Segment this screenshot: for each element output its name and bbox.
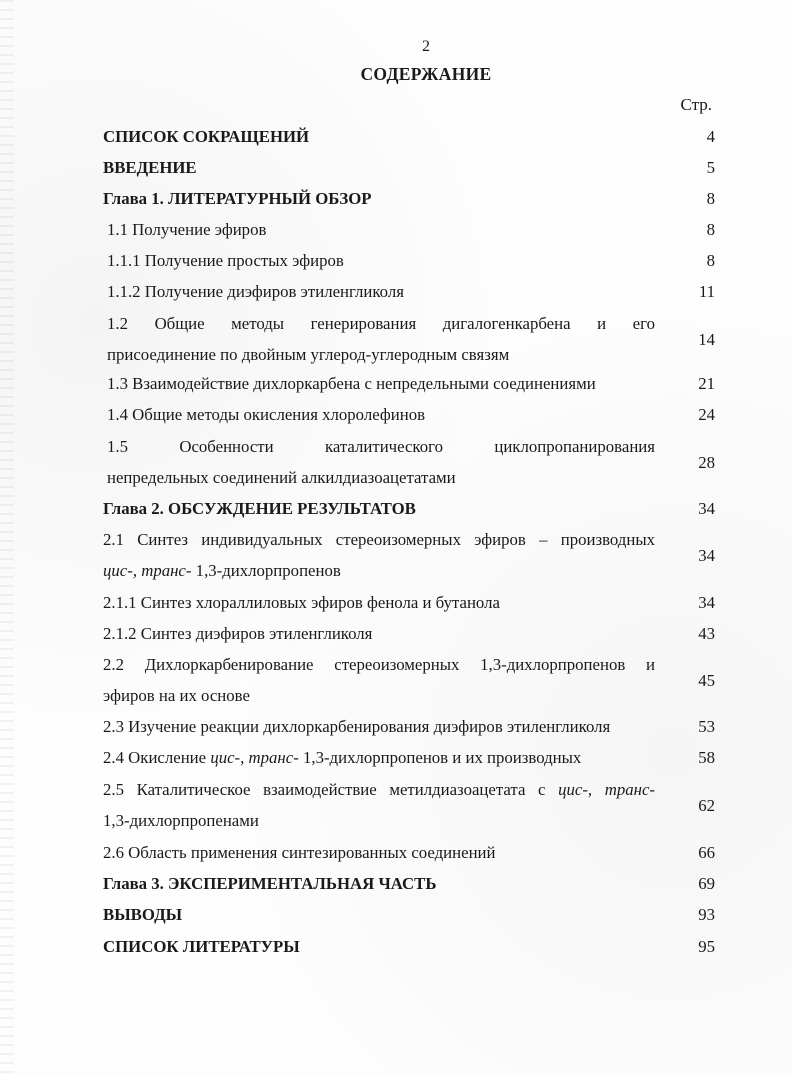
toc-entry-text: 2.1.1 Синтез хлораллиловых эфиров фенола и бутанола [103, 593, 500, 612]
toc-entry-page: 21 [698, 374, 715, 393]
toc-entry-text: СПИСОК ЛИТЕРАТУРЫ [103, 937, 300, 956]
toc-entry-line-1: 2.2 Дихлоркарбенирование стереоизомерных 1,3-дихлорпропенов и [103, 655, 655, 674]
toc-entry-1-2 [103, 308, 715, 370]
toc-entry-text [103, 742, 655, 773]
toc-entry-chapter-1 [103, 183, 715, 214]
toc-entry-text [103, 431, 655, 493]
toc-entry-line-2: непредельных соединений алкилдиазоацетатами [107, 468, 456, 487]
toc-entry-text: Глава 3. ЭКСПЕРИМЕНТАЛЬНАЯ ЧАСТЬ [103, 874, 437, 893]
toc-entry-line-1: 2.1 Синтез индивидуальных стереоизомерных эфиров – производных [103, 530, 655, 549]
toc-entry-page: 34 [698, 545, 715, 565]
toc-entry-2-1 [103, 524, 715, 586]
toc-text-post: 1,3-дихлорпропенов и их производных [298, 748, 582, 767]
toc-entry-line-1: 1.2 Общие методы генерирования дигалогенкарбена и его [107, 314, 655, 333]
toc-entry-page: 8 [706, 251, 715, 270]
toc-entry-1-5 [103, 431, 715, 493]
page-title: СОДЕРЖАНИЕ [360, 64, 492, 84]
toc-text-pre: 2.5 Каталитическое взаимодействие метилдиазоацетата с [103, 780, 559, 799]
toc-entry-line-1 [103, 774, 655, 805]
toc-entry-references [103, 931, 715, 962]
toc-entry-page: 43 [698, 624, 715, 643]
toc-entry-page: 11 [698, 282, 715, 301]
toc-entry-page: 69 [698, 874, 715, 893]
toc-entry-2-1-1 [103, 587, 715, 618]
toc-entry-text [103, 649, 655, 711]
toc-italic-text: цис-, транс- [558, 780, 655, 799]
toc-entry-page: 24 [698, 405, 715, 424]
toc-entry-page: 14 [698, 329, 715, 349]
toc-entry-page: 62 [698, 795, 715, 815]
toc-entry-text [103, 774, 655, 836]
toc-entry-text: ВЫВОДЫ [103, 905, 183, 924]
toc-entry-page: 58 [698, 748, 715, 767]
toc-entry-text: 1.4 Общие методы окисления хлоролефинов [107, 405, 426, 424]
toc-entry-page: 45 [698, 670, 715, 690]
toc-entry-2-1-2 [103, 618, 715, 649]
toc-entry-1-4 [103, 399, 715, 430]
toc-entry-chapter-2 [103, 493, 715, 524]
toc-entry-1-1-1 [103, 245, 715, 276]
toc-entry-line-2 [103, 555, 655, 586]
toc-entry-line-1: 1.5 Особенности каталитического циклопропанирования [107, 437, 655, 456]
toc-entry-page: 8 [706, 220, 715, 239]
toc-entry-2-5 [103, 774, 715, 836]
toc-italic-text: цис-, транс- [103, 561, 192, 580]
toc-entry-1-1 [103, 214, 715, 245]
toc-italic-text: цис-, транс- [210, 748, 299, 767]
page-column-header: Стр. [680, 95, 712, 114]
toc-entry-line-2: присоединение по двойным углерод-углеродным связям [107, 345, 510, 364]
toc-entry-text: 2.1.2 Синтез диэфиров этиленгликоля [103, 624, 373, 643]
toc-entry-text: 1.1.2 Получение диэфиров этиленгликоля [107, 282, 404, 301]
toc-entry-chapter-3 [103, 868, 715, 899]
toc-entry-2-3 [103, 711, 715, 742]
toc-entry-2-2 [103, 649, 715, 711]
toc-entry-page: 34 [698, 593, 715, 612]
toc-entry-text: 1.1.1 Получение простых эфиров [107, 251, 344, 270]
toc-entry-page: 34 [698, 499, 715, 518]
toc-text-rest: 1,3-дихлорпропенов [191, 561, 341, 580]
toc-entry-line-2: эфиров на их основе [103, 686, 250, 705]
toc-entry-text: Глава 2. ОБСУЖДЕНИЕ РЕЗУЛЬТАТОВ [103, 499, 416, 518]
toc-entry-text [103, 308, 655, 370]
scan-edge-artifact [0, 0, 14, 1075]
toc-entry-line-2: 1,3-дихлорпропенами [103, 811, 259, 830]
toc-entry-text: 1.3 Взаимодействие дихлоркарбена с непредельными соединениями [107, 374, 596, 393]
toc-entry-page: 4 [706, 127, 715, 146]
toc-entry-page: 8 [706, 189, 715, 208]
toc-entry-page: 28 [698, 452, 715, 472]
toc-entry-text: Глава 1. ЛИТЕРАТУРНЫЙ ОБЗОР [103, 189, 372, 208]
toc-entry-text: ВВЕДЕНИЕ [103, 158, 197, 177]
toc-entry-abbreviations [103, 121, 715, 152]
toc-entry-text: 2.3 Изучение реакции дихлоркарбенирования диэфиров этиленгликоля [103, 717, 611, 736]
toc-entry-2-6 [103, 837, 715, 868]
toc-entry-page: 66 [698, 843, 715, 862]
toc-entry-text: 2.6 Область применения синтезированных соединений [103, 843, 496, 862]
toc-entry-page: 5 [706, 158, 715, 177]
toc-entry-page: 95 [698, 937, 715, 956]
toc-entry-1-3 [103, 368, 715, 399]
page-number: 2 [422, 38, 430, 55]
toc-entry-page: 93 [698, 905, 715, 924]
toc-entry-1-1-2 [103, 276, 715, 307]
toc-entry-text [103, 524, 655, 586]
toc-entry-conclusions [103, 899, 715, 930]
toc-entry-text: СПИСОК СОКРАЩЕНИЙ [103, 127, 310, 146]
toc-text-pre: 2.4 Окисление [103, 748, 211, 767]
toc-entry-2-4 [103, 742, 715, 773]
toc-entry-text: 1.1 Получение эфиров [107, 220, 267, 239]
toc-entry-page: 53 [698, 717, 715, 736]
toc-entry-introduction [103, 152, 715, 183]
